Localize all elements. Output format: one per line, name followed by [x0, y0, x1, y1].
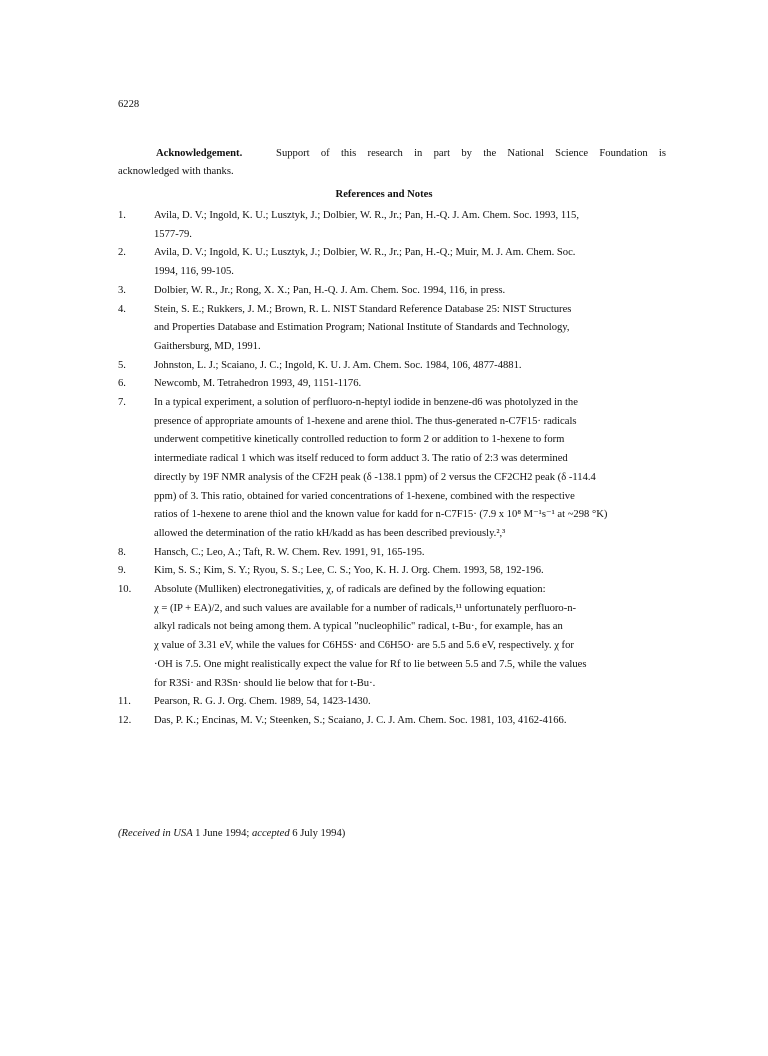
reference-text: [154, 397, 678, 541]
reference-text: [154, 378, 678, 391]
reference-line: ·OH is 7.5. One might realistically expect the value for Rf to lie between 5.5 and 7.5, while the values: [154, 658, 587, 670]
reference-item: [118, 247, 678, 278]
reference-text: [154, 584, 678, 690]
reference-line: Pearson, R. G. J. Org. Chem. 1989, 54, 1423-1430.: [154, 696, 371, 708]
reference-line: and Properties Database and Estimation Program; National Institute of Standards and Technology,: [154, 322, 570, 334]
reference-text: [154, 715, 678, 728]
reference-number: 6.: [118, 378, 126, 390]
reference-line: 1994, 116, 99-105.: [154, 266, 234, 278]
received-note: [118, 828, 345, 841]
reference-item: [118, 696, 678, 709]
page-number: 6228: [118, 99, 140, 110]
reference-text: [154, 247, 678, 278]
received-date: 1 June 1994;: [195, 828, 250, 839]
reference-number: 3.: [118, 284, 126, 296]
reference-line: Avila, D. V.; Ingold, K. U.; Lusztyk, J.; Dolbier, W. R., Jr.; Pan, H.-Q.; Muir, M. J. Am. Chem. Soc.: [154, 247, 576, 259]
reference-line: 1577-79.: [154, 228, 192, 240]
reference-number: 10.: [118, 584, 132, 596]
reference-number: 9.: [118, 565, 126, 577]
reference-number: 12.: [118, 714, 132, 726]
reference-text: [154, 696, 678, 709]
reference-item: [118, 715, 678, 728]
received-prefix: (Received in USA: [118, 828, 193, 839]
reference-item: [118, 285, 678, 298]
reference-number: 7.: [118, 397, 126, 409]
reference-line: Avila, D. V.; Ingold, K. U.; Lusztyk, J.; Dolbier, W. R., Jr.; Pan, H.-Q. J. Am. Chem. Soc. 1993, 115,: [154, 210, 579, 221]
reference-item: [118, 547, 678, 560]
acknowledgment-text: Support of this research in part by the National Science Foundation is: [276, 148, 666, 159]
reference-item: [118, 378, 678, 391]
accepted-label: accepted: [251, 828, 290, 839]
reference-line: intermediate radical 1 which was itself reduced to form adduct 3. The ratio of 2:3 was determined: [154, 453, 568, 465]
reference-line: χ = (IP + EA)/2, and such values are available for a number of radicals,¹¹ unfortunately perfluoro-n-: [154, 602, 577, 614]
reference-text: [154, 565, 678, 578]
reference-number: 5.: [118, 359, 126, 371]
reference-line: In a typical experiment, a solution of perfluoro-n-heptyl iodide in benzene-d6 was photolyzed in the: [154, 397, 578, 409]
reference-line: ratios of 1-hexene to arene thiol and the known value for kadd for n-C7F15· (7.9 x 10⁸ M⁻¹s⁻¹ at ~298 °K): [154, 509, 608, 521]
reference-line: Stein, S. E.; Rukkers, J. M.; Brown, R. L. NIST Standard Reference Database 25: NIST Structures: [154, 303, 572, 315]
reference-line: Hansch, C.; Leo, A.; Taft, R. W. Chem. Rev. 1991, 91, 165-195.: [154, 546, 425, 558]
reference-number: 2.: [118, 247, 126, 259]
reference-line: Absolute (Mulliken) electronegativities, χ, of radicals are defined by the following equation:: [154, 584, 546, 596]
reference-line: Johnston, L. J.; Scaiano, J. C.; Ingold, K. U. J. Am. Chem. Soc. 1984, 106, 4877-4881.: [154, 359, 522, 371]
reference-item: [118, 360, 678, 373]
reference-line: ppm) of 3. This ratio, obtained for varied concentrations of 1-hexene, combined with the respective: [154, 490, 575, 502]
acknowledgment-line-2: acknowledged with thanks.: [118, 165, 234, 177]
acknowledgment-line-1: [118, 148, 666, 161]
reference-text: [154, 304, 678, 354]
reference-item: [118, 397, 678, 541]
reference-number: 1.: [118, 210, 126, 221]
reference-text: [154, 285, 678, 298]
reference-number: 11.: [118, 696, 131, 708]
reference-list: [118, 210, 678, 734]
reference-text: [154, 547, 678, 560]
accepted-date: 6 July 1994): [292, 828, 346, 839]
reference-item: [118, 210, 678, 241]
reference-line: χ value of 3.31 eV, while the values for C6H5S· and C6H5O· are 5.5 and 5.6 eV, respectively. χ for: [154, 640, 574, 652]
acknowledgment-label: Acknowledgement.: [156, 148, 243, 159]
reference-line: Newcomb, M. Tetrahedron 1993, 49, 1151-1176.: [154, 378, 362, 390]
reference-number: 4.: [118, 303, 126, 315]
reference-line: directly by 19F NMR analysis of the CF2H peak (δ -138.1 ppm) of 2 versus the CF2CH2 peak (δ -114.4: [154, 471, 596, 483]
reference-line: allowed the determination of the ratio kH/kadd as has been described previously.²,³: [154, 527, 506, 539]
reference-text: [154, 360, 678, 373]
reference-text: [154, 210, 678, 241]
reference-line: Dolbier, W. R., Jr.; Rong, X. X.; Pan, H.-Q. J. Am. Chem. Soc. 1994, 116, in press.: [154, 284, 506, 296]
reference-line: underwent competitive kinetically controlled reduction to form 2 or addition to 1-hexene to form: [154, 434, 565, 446]
reference-item: [118, 584, 678, 690]
acknowledgment: [118, 148, 666, 178]
reference-line: Kim, S. S.; Kim, S. Y.; Ryou, S. S.; Lee, C. S.; Yoo, K. H. J. Org. Chem. 1993, 58, 192-196.: [154, 565, 544, 577]
reference-line: alkyl radicals not being among them. A typical "nucleophilic" radical, t-Bu·, for example, has an: [154, 621, 563, 633]
reference-item: [118, 304, 678, 354]
reference-item: [118, 565, 678, 578]
reference-line: for R3Si· and R3Sn· should lie below that for t-Bu·.: [154, 677, 376, 689]
reference-line: Das, P. K.; Encinas, M. V.; Steenken, S.; Scaiano, J. C. J. Am. Chem. Soc. 1981, 103, 4162-4166.: [154, 714, 567, 726]
section-heading: References and Notes: [335, 189, 433, 200]
reference-number: 8.: [118, 546, 126, 558]
reference-line: presence of appropriate amounts of 1-hexene and arene thiol. The thus-generated n-C7F15· radicals: [154, 415, 577, 427]
reference-line: Gaithersburg, MD, 1991.: [154, 340, 261, 352]
